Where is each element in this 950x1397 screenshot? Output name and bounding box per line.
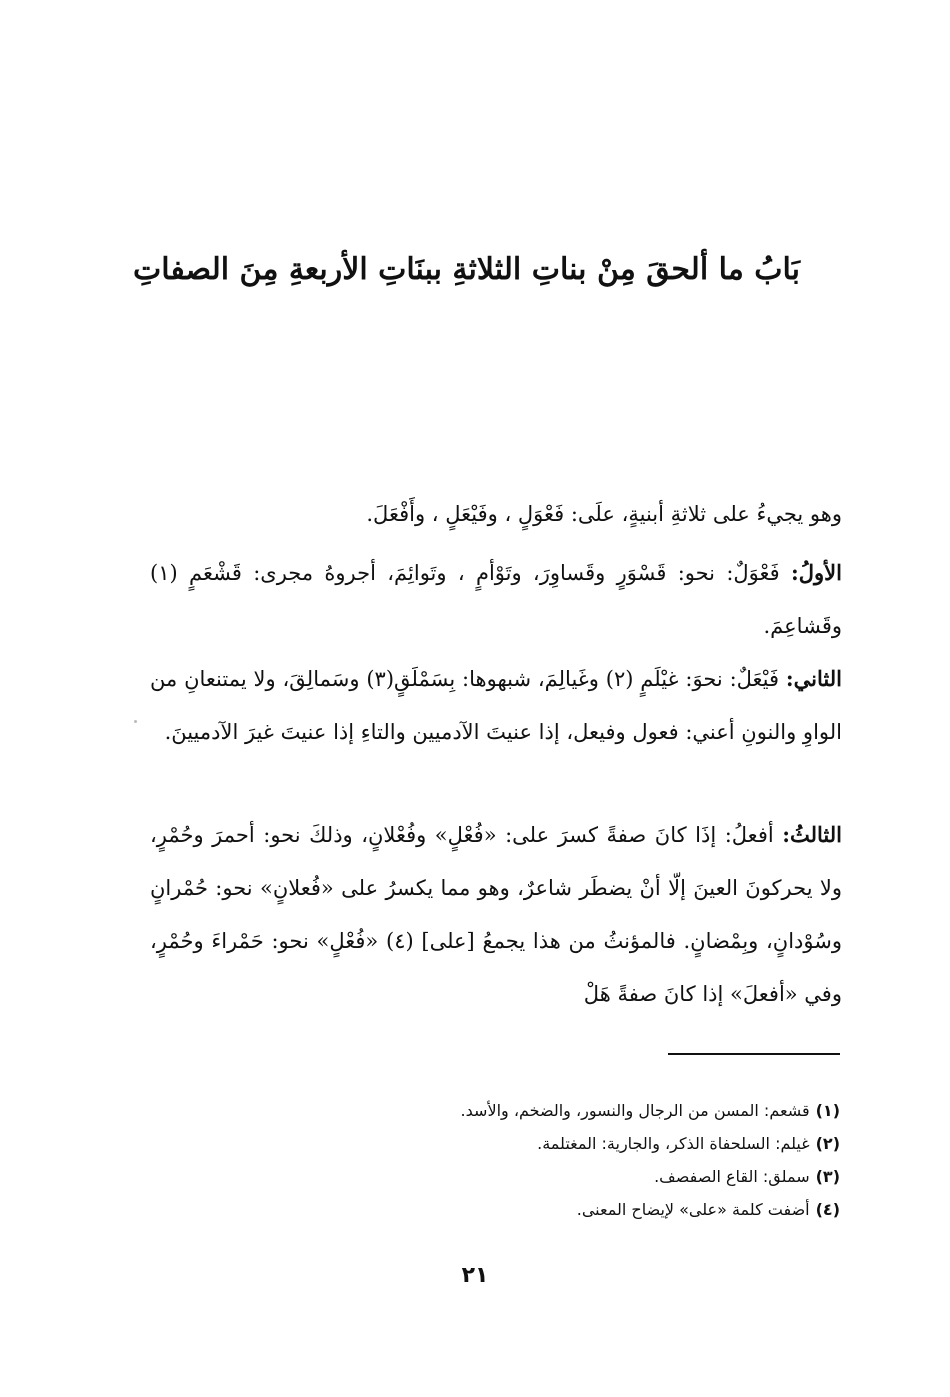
scan-speck bbox=[134, 720, 137, 723]
footnote-item bbox=[150, 1094, 840, 1127]
paragraph-third-body bbox=[150, 808, 842, 1021]
footnote-item bbox=[150, 1127, 840, 1160]
intro-text: وهو يجيءُ على ثلاثةِ أبنيةٍ، علَى: فَعْوَلٍ ، وفَيْعَلٍ ، وأَفْعَلَ. bbox=[366, 502, 842, 526]
paragraph-second-label: الثاني: bbox=[785, 666, 842, 691]
footnote-number: (٣) bbox=[815, 1167, 840, 1186]
footnotes bbox=[150, 1094, 840, 1226]
page-number: ٢١ bbox=[461, 1263, 489, 1288]
paragraph-second-body bbox=[150, 652, 842, 759]
footnote-text: سملق: القاع الصفصف. bbox=[654, 1167, 810, 1186]
paragraph-third-text: أفعلُ: إذَا كانَ صفةً كسرَ على: «فُعْلٍ» وفُعْلانٍ، وذلكَ نحو: أحمرَ وحُمْرٍ، ولا يحركونَ العينَ إلّا أنْ يضطَر شاعرٌ، وهو مما يكسرُ على «فُعلانٍ» نحو: حُمْرانٍ وسُوْدانٍ، وبِمْضانٍ. فالمؤنثُ من هذا يجمعُ [على] (٤) «فُعْلٍ» نحو: حَمْراءَ وحُمْرٍ، وفي «أفعلَ» إذا كانَ صفةً هَلْ bbox=[150, 823, 842, 1006]
paragraph-first bbox=[150, 546, 842, 653]
paragraph-first-body bbox=[150, 546, 842, 653]
paragraph-third bbox=[150, 808, 842, 1021]
paragraph-first-label: الأولُ: bbox=[791, 560, 842, 585]
paragraph-second bbox=[150, 652, 842, 759]
footnote-text: قشعم: المسن من الرجال والنسور، والضخم، والأسد. bbox=[460, 1101, 810, 1120]
paragraph-first-text: فَعْوَلٌ: نحو: قَسْوَرٍ وقَساوِرَ، وتَوْأمٍ ، وتَوائِمَ، أجروهُ مجرى: قَشْعَمٍ (١) وقَشاعِمَ. bbox=[150, 561, 842, 638]
intro-paragraph bbox=[150, 488, 842, 541]
footnote-item bbox=[150, 1193, 840, 1226]
chapter-title: بَابُ ما ألحقَ مِنْ بناتِ الثلاثةِ ببنَاتِ الأربعةِ مِنَ الصفاتِ bbox=[133, 252, 800, 287]
footnote-text: غيلم: السلحفاة الذكر، والجارية: المغتلمة. bbox=[537, 1134, 810, 1153]
footnote-number: (٢) bbox=[815, 1134, 840, 1153]
footnote-separator bbox=[668, 1053, 840, 1055]
footnote-number: (٤) bbox=[815, 1200, 840, 1219]
paragraph-third-label: الثالثُ: bbox=[782, 822, 842, 847]
footnote-item bbox=[150, 1160, 840, 1193]
footnote-text: أضفت كلمة «على» لإيضاح المعنى. bbox=[576, 1200, 810, 1219]
paragraph-second-text: فَيْعَلٌ: نحوَ: غيْلَمٍ (٢) وغَيالِمَ، شبهوها: بِسَمْلَقٍ(٣) وسَمالِقَ، ولا يمتنعانِ من الواوِ والنونِ أعني: فعول وفيعل، إذا عنيتَ الآدميين والتاءِ إذا عنيتَ غيرَ الآدميينَ. bbox=[150, 667, 842, 744]
footnote-number: (١) bbox=[815, 1101, 840, 1120]
